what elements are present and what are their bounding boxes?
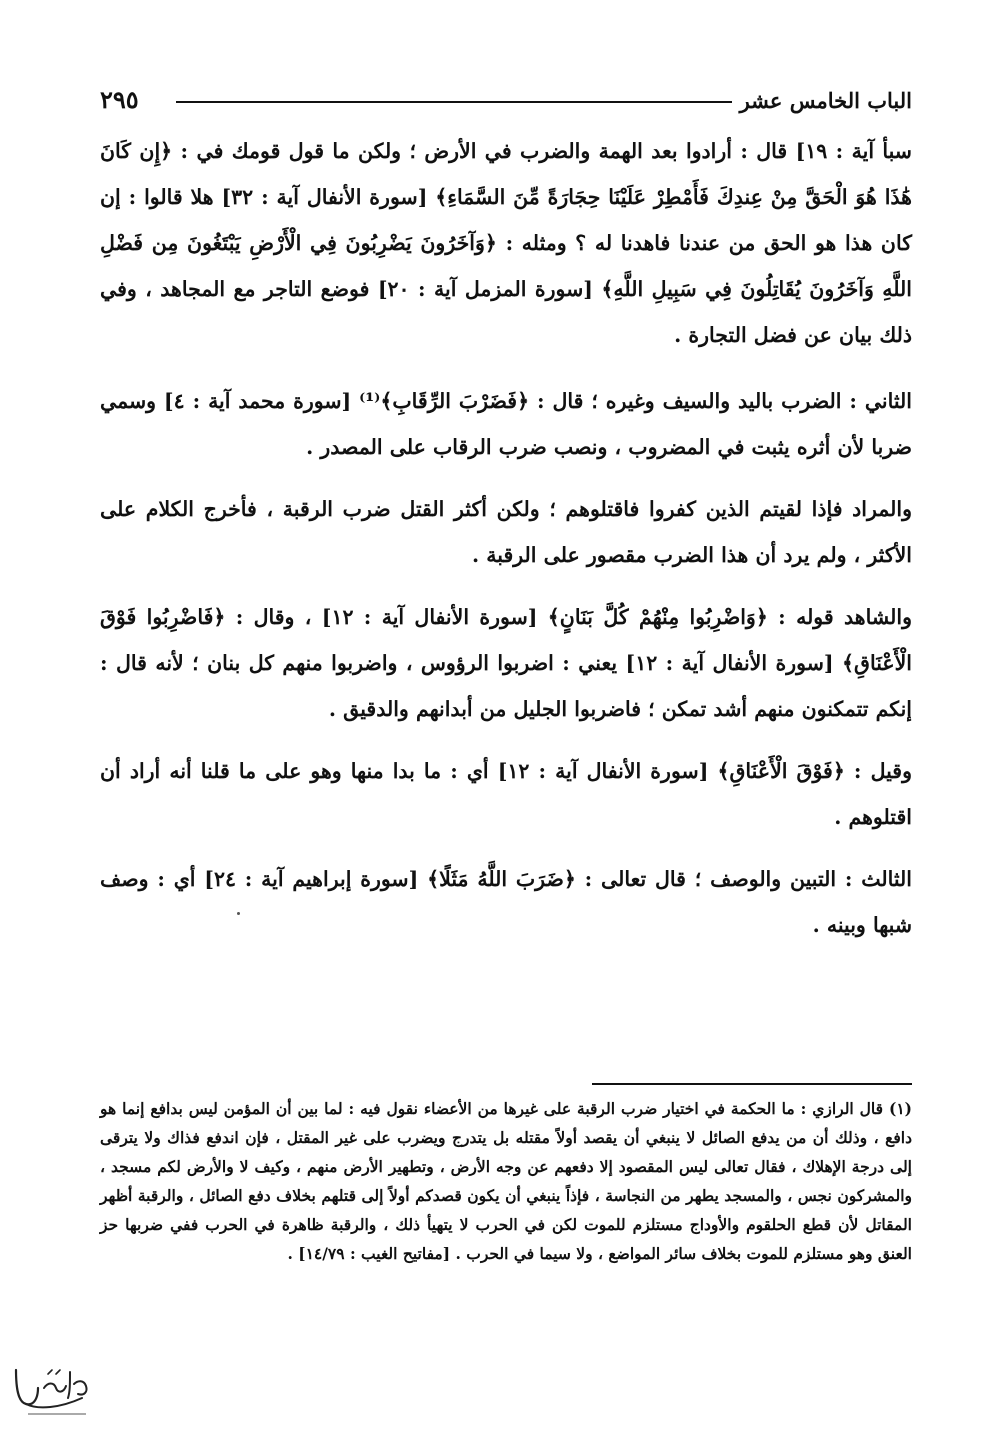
paragraph-3: والمراد فإذا لقيتم الذين كفروا فاقتلوهم ؛ ولكن أكثر القتل ضرب الرقبة ، فأخرج الكلام على الأكثر ، ولم يرد أن هذا الضرب مقصور على الرقبة . <box>100 497 912 567</box>
page-number: ٢٩٥ <box>100 85 139 114</box>
paragraph-1: سبأ آية : ١٩] قال : أرادوا بعد الهمة والضرب في الأرض ؛ ولكن ما قول قومك في : ﴿إِن كَانَ هَٰذَا هُوَ الْحَقَّ مِنْ عِندِكَ فَأَمْطِرْ عَلَيْنَا حِجَارَةً مِّنَ السَّمَاءِ﴾ [سورة الأنفال آية : ٣٢] هلا قالوا : إن كان هذا هو الحق من عندنا فاهدنا له ؟ ومثله : ﴿وَآخَرُونَ يَضْرِبُونَ فِي الْأَرْضِ يَبْتَغُونَ مِن فَضْلِ اللَّهِ وَآخَرُونَ يُقَاتِلُونَ فِي سَبِيلِ اللَّهِ﴾ [سورة المزمل آية : ٢٠] فوضع التاجر مع المجاهد ، وفي ذلك بيان عن فضل التجارة . <box>100 139 912 347</box>
paragraph-2: الثاني : الضرب باليد والسيف وغيره ؛ قال : ﴿فَضَرْبَ الرِّقَابِ﴾⁽¹⁾ [سورة محمد آية : ٤] وسمي ضربا لأن أثره يثبت في المضروب ، ونصب ضرب الرقاب على المصدر . <box>100 389 912 459</box>
paragraph-5: وقيل : ﴿فَوْقَ الْأَعْنَاقِ﴾ [سورة الأنفال آية : ١٢] أي : ما بدا منها وهو على ما قلنا أنه أراد أن اقتلوهم . <box>100 759 912 829</box>
footnote-text: (١) قال الرازي : ما الحكمة في اختيار ضرب الرقبة على غيرها من الأعضاء نقول فيه : لما بين أن المؤمن ليس بدافع إنما هو دافع ، وذلك أن من يدفع الصائل لا ينبغي أن يقصد أولاً مقتله بل يتدرج ويضرب على غير المقتل ، فإن اندفع فذاك ولا يترقى إلى درجة الإهلاك ، فقال تعالى ليس المقصود إلا دفعهم عن وجه الأرض ، وتطهير الأرض منهم ، وكيف لا والأرض لكم مسجد ، والمشركون نجس ، والمسجد يطهر من النجاسة ، فإذاً ينبغي أن يكون قصدكم أولاً إلى قتلهم بخلاف دفع الصائل ، والرقبة أظهر المقاتل لأن قطع الحلقوم والأوداج مستلزم للموت لكن في الحرب لا يتهيأ ذلك ، والرقبة ظاهرة في الحرب ففي ضربها حز العنق وهو مستلزم للموت بخلاف سائر المواضع ، ولا سيما في الحرب . [مفاتيح الغيب : ١٤/٧٩] . <box>100 1099 912 1263</box>
paragraph-6: الثالث : التبين والوصف ؛ قال تعالى : ﴿ضَرَبَ اللَّهُ مَثَلًا﴾ [سورة إبراهيم آية : ٢٤] أي : وصف شبها وبينه . <box>100 867 912 937</box>
running-header <box>100 86 912 122</box>
main-text <box>100 128 912 964</box>
paragraph-4: والشاهد قوله : ﴿وَاضْرِبُوا مِنْهُمْ كُلَّ بَنَانٍ﴾ [سورة الأنفال آية : ١٢] ، وقال : ﴿فَاضْرِبُوا فَوْقَ الْأَعْنَاقِ﴾ [سورة الأنفال آية : ١٢] يعني : اضربوا الرؤوس ، واضربوا منهم كل بنان ؛ لأنه قال : إنكم تتمكنون منهم أشد تمكن ؛ فاضربوا الجليل من أبدانهم والدقيق . <box>100 605 912 721</box>
footnote-rule <box>592 1083 912 1085</box>
print-speck <box>237 912 240 915</box>
footnote <box>100 1094 912 1268</box>
header-rule <box>176 101 732 103</box>
library-stamp-logo <box>8 1358 94 1420</box>
chapter-title: الباب الخامس عشر <box>739 88 912 113</box>
